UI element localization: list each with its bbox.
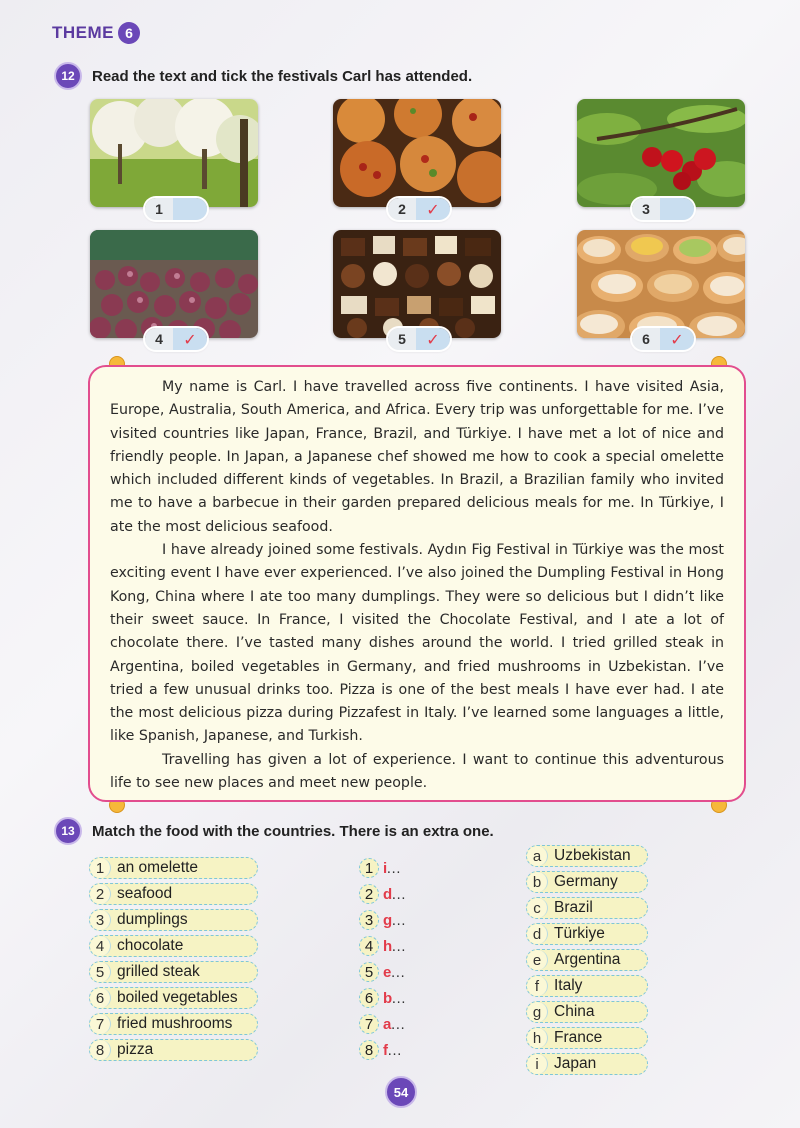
food-item: 3 dumplings: [89, 909, 258, 931]
theme-number: 6: [118, 22, 140, 44]
exercise-instruction: Match the food with the countries. There is an extra one.: [92, 822, 494, 840]
exercise-instruction: Read the text and tick the festivals Carl has attended.: [92, 67, 473, 85]
paragraph: My name is Carl. I have travelled across five continents. I have visited Asia, Europe, Australia, South America, and Africa. Every trip was unforgettable for me. I’ve visited countries like Japan, France, Brazil, and Türkiye. I have met a lot of nice and friendly people. In Japan, a Japanese chef showed me how to cook a special omelette which included different kinds of vegetables. In Brazil, a Brazilian family who invited me to have a barbecue in their garden prepared delicious meals for me. In Türkiye, I ate the most delicious seafood.: [110, 379, 724, 535]
photo-dumplings: [577, 230, 745, 338]
theme-header: [52, 22, 140, 44]
country-item: i Japan: [526, 1053, 648, 1075]
exercise-13-heading: [54, 817, 494, 845]
tick-box-3[interactable]: [632, 198, 694, 220]
country-item: g China: [526, 1001, 648, 1023]
exercise-12-heading: [54, 62, 472, 90]
tick-number: 3: [632, 198, 660, 220]
tick-number: 4: [145, 328, 173, 350]
tick-box-5[interactable]: [388, 328, 450, 350]
checkmark-icon[interactable]: ✓: [416, 198, 450, 220]
page-number: 54: [385, 1076, 417, 1108]
answer-slot[interactable]: 2 d …: [359, 883, 407, 905]
tick-box-1[interactable]: [145, 198, 207, 220]
tick-number: 5: [388, 328, 416, 350]
tick-number: 6: [632, 328, 660, 350]
answer-slot[interactable]: 7 a …: [359, 1013, 406, 1035]
country-item: f Italy: [526, 975, 648, 997]
exercise-number: 13: [54, 817, 82, 845]
tick-box-6[interactable]: [632, 328, 694, 350]
food-item: 4 chocolate: [89, 935, 258, 957]
tick-area[interactable]: [173, 198, 207, 220]
food-item: 8 pizza: [89, 1039, 258, 1061]
tick-box-2[interactable]: [388, 198, 450, 220]
country-item: c Brazil: [526, 897, 648, 919]
answer-slot[interactable]: 1 i …: [359, 857, 402, 879]
food-item: 5 grilled steak: [89, 961, 258, 983]
photo-cherries: [577, 99, 745, 207]
country-item: e Argentina: [526, 949, 648, 971]
food-item: 6 boiled vegetables: [89, 987, 258, 1009]
checkmark-icon[interactable]: ✓: [416, 328, 450, 350]
photo-figs: [90, 230, 258, 338]
food-item: 2 seafood: [89, 883, 258, 905]
food-item: 7 fried mushrooms: [89, 1013, 258, 1035]
tick-number: 1: [145, 198, 173, 220]
checkmark-icon[interactable]: ✓: [660, 328, 694, 350]
answer-slot[interactable]: 6 b …: [359, 987, 407, 1009]
answer-slot[interactable]: 3 g …: [359, 909, 407, 931]
theme-label: THEME: [52, 23, 114, 42]
tick-area[interactable]: [660, 198, 694, 220]
photo-orchard: [90, 99, 258, 207]
answer-slot[interactable]: 8 f …: [359, 1039, 403, 1061]
checkmark-icon[interactable]: ✓: [173, 328, 207, 350]
country-item: h France: [526, 1027, 648, 1049]
country-item: b Germany: [526, 871, 648, 893]
food-item: 1 an omelette: [89, 857, 258, 879]
tick-number: 2: [388, 198, 416, 220]
country-item: d Türkiye: [526, 923, 648, 945]
photo-chocolates: [333, 230, 501, 338]
exercise-number: 12: [54, 62, 82, 90]
tick-box-4[interactable]: [145, 328, 207, 350]
photo-pizzas: [333, 99, 501, 207]
paragraph: I have already joined some festivals. Aydın Fig Festival in Türkiye was the most exciting event I have ever experienced. I’ve also joined the Dumpling Festival in Hong Kong, China where I ate too many dumplings. They were so delicious but I didn’t like their sweet sauce. In France, I visited the Chocolate Festival, and I ate a lot of chocolate there. I’ve tasted many dishes around the world. I tried grilled steak in Argentina, boiled vegetables in Germany, and fried mushrooms in Uzbekistan. I’ve tried a few unusual drinks too. Pizza is one of the best meals I have ever had. I ate the most delicious pizza during Pizzafest in Italy. I’ve learned some languages a little, like Spanish, Japanese, and Turkish.: [110, 542, 724, 745]
reading-text-box: [88, 365, 746, 802]
paragraph: Travelling has given a lot of experience. I want to continue this adventurous life to see new places and meet new people.: [110, 751, 724, 792]
answer-slot[interactable]: 4 h …: [359, 935, 407, 957]
country-item: a Uzbekistan: [526, 845, 648, 867]
answer-slot[interactable]: 5 e …: [359, 961, 406, 983]
